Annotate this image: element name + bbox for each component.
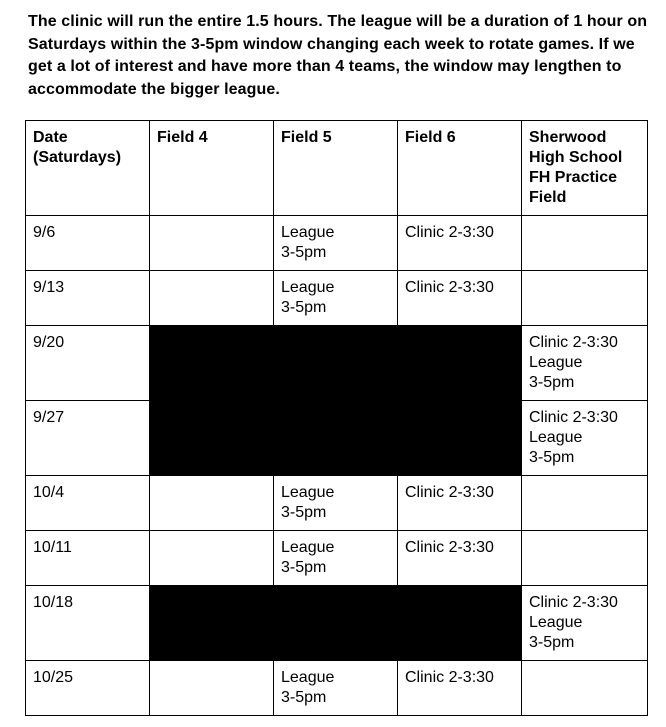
table-row xyxy=(26,586,648,661)
field-6-label: Clinic 2-3:30 xyxy=(405,484,494,501)
field-5-label: League 3-5pm xyxy=(281,224,335,261)
field-6-cell xyxy=(398,476,522,531)
field-5-label: League 3-5pm xyxy=(281,539,335,576)
field-5-label: League 3-5pm xyxy=(281,279,335,316)
sherwood-cell xyxy=(522,476,648,531)
field-5-cell xyxy=(274,476,398,531)
date-cell xyxy=(26,326,150,401)
sherwood-cell xyxy=(522,586,648,661)
field-6-label: Clinic 2-3:30 xyxy=(405,279,494,296)
sherwood-label: Clinic 2-3:30 League 3-5pm xyxy=(529,334,618,391)
header-field-4 xyxy=(150,121,274,216)
date-label: 10/4 xyxy=(33,484,65,501)
header-field-6 xyxy=(398,121,522,216)
date-label: 10/11 xyxy=(33,539,72,556)
table-row xyxy=(26,216,648,271)
sherwood-label: Clinic 2-3:30 League 3-5pm xyxy=(529,594,618,651)
field-6-label: Clinic 2-3:30 xyxy=(405,539,494,556)
blocked-cell xyxy=(150,326,274,401)
date-cell xyxy=(26,476,150,531)
field-6-cell xyxy=(398,661,522,716)
field-4-cell xyxy=(150,661,274,716)
date-cell xyxy=(26,401,150,476)
blocked-cell xyxy=(150,401,274,476)
field-6-label: Clinic 2-3:30 xyxy=(405,669,494,686)
date-label: 9/27 xyxy=(33,409,65,426)
blocked-cell xyxy=(274,326,398,401)
field-5-cell xyxy=(274,271,398,326)
date-cell xyxy=(26,586,150,661)
field-5-label: League 3-5pm xyxy=(281,669,335,706)
blocked-cell xyxy=(398,326,522,401)
field-6-cell xyxy=(398,531,522,586)
sherwood-cell xyxy=(522,401,648,476)
field-4-cell xyxy=(150,271,274,326)
table-row xyxy=(26,531,648,586)
header-row xyxy=(26,121,648,216)
header-sherwood xyxy=(522,121,648,216)
table-row xyxy=(26,271,648,326)
date-label: 9/13 xyxy=(33,279,65,296)
date-label: 10/25 xyxy=(33,669,74,686)
blocked-cell xyxy=(274,586,398,661)
table-row xyxy=(26,401,648,476)
header-sherwood-label: Sherwood High School FH Practice Field xyxy=(529,129,623,206)
header-field-4-label: Field 4 xyxy=(157,129,208,146)
date-cell xyxy=(26,661,150,716)
intro-paragraph: The clinic will run the entire 1.5 hours. The league will be a duration of 1 hour on Saturdays within the 3-5pm window changing each week to rotate games. If we get a lot of interest and have more than 4 teams, the window may lengthen to accommodate the bigger league. xyxy=(28,13,648,98)
sherwood-cell xyxy=(522,216,648,271)
table-row xyxy=(26,661,648,716)
schedule-table xyxy=(25,120,648,716)
header-field-5-label: Field 5 xyxy=(281,129,332,146)
header-date xyxy=(26,121,150,216)
field-5-cell xyxy=(274,661,398,716)
field-6-cell xyxy=(398,216,522,271)
date-cell xyxy=(26,216,150,271)
field-5-label: League 3-5pm xyxy=(281,484,335,521)
sherwood-cell xyxy=(522,661,648,716)
sherwood-label: Clinic 2-3:30 League 3-5pm xyxy=(529,409,618,466)
header-field-6-label: Field 6 xyxy=(405,129,456,146)
sherwood-cell xyxy=(522,271,648,326)
field-4-cell xyxy=(150,476,274,531)
field-5-cell xyxy=(274,216,398,271)
date-cell xyxy=(26,531,150,586)
date-label: 9/6 xyxy=(33,224,56,241)
header-date-label: Date (Saturdays) xyxy=(33,129,122,166)
table-row xyxy=(26,476,648,531)
blocked-cell xyxy=(274,401,398,476)
table-row xyxy=(26,326,648,401)
date-label: 10/18 xyxy=(33,594,74,611)
field-6-label: Clinic 2-3:30 xyxy=(405,224,494,241)
blocked-cell xyxy=(398,586,522,661)
blocked-cell xyxy=(150,586,274,661)
date-cell xyxy=(26,271,150,326)
blocked-cell xyxy=(398,401,522,476)
field-5-cell xyxy=(274,531,398,586)
sherwood-cell xyxy=(522,531,648,586)
field-4-cell xyxy=(150,216,274,271)
field-6-cell xyxy=(398,271,522,326)
field-4-cell xyxy=(150,531,274,586)
date-label: 9/20 xyxy=(33,334,65,351)
sherwood-cell xyxy=(522,326,648,401)
header-field-5 xyxy=(274,121,398,216)
